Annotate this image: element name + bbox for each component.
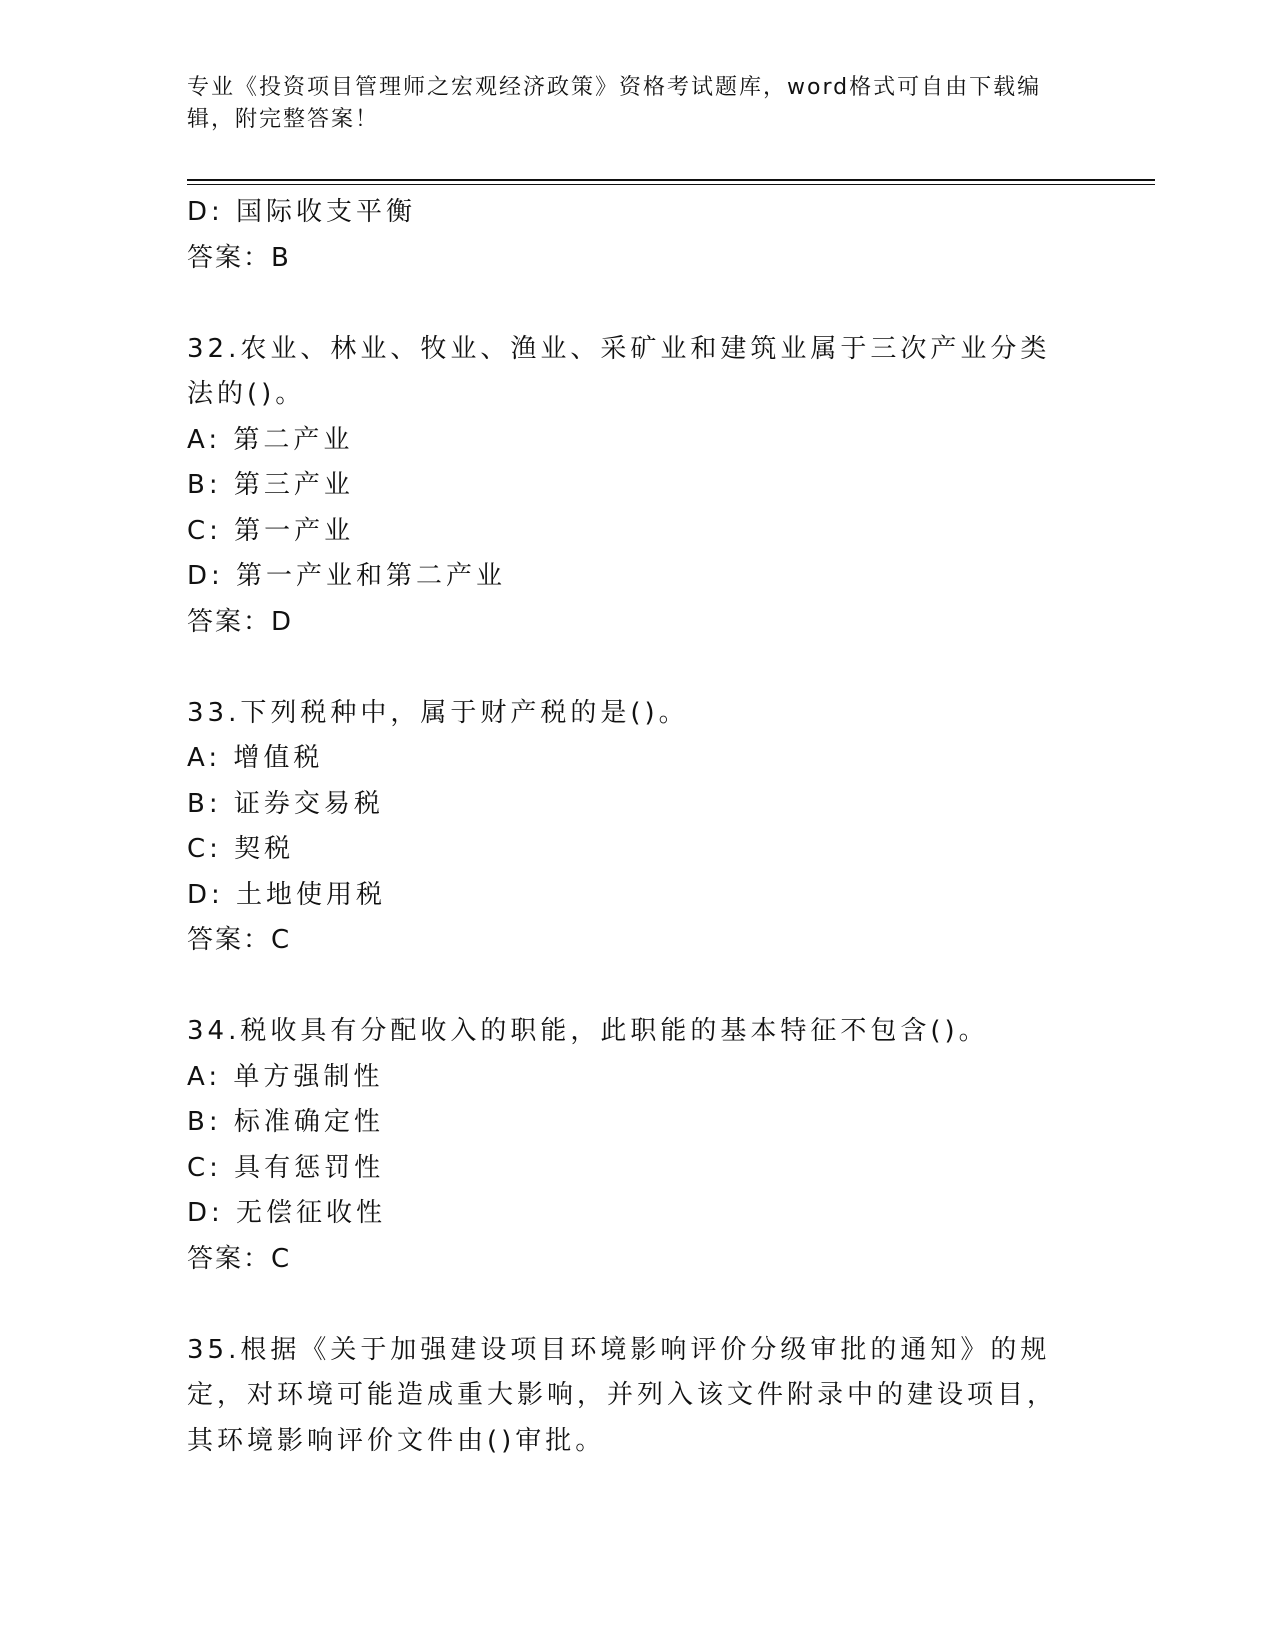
question-35-text: 35.根据《关于加强建设项目环境影响评价分级审批的通知》的规定，对环境可能造成重大影响，并列入该文件附录中的建设项目，其环境影响评价文件由()审批。 xyxy=(187,1334,1058,1456)
question-33-answer: 答案：C xyxy=(187,925,292,955)
question-33-option-d: D: 土地使用税 xyxy=(187,879,387,910)
question-34-option-a: A: 单方强制性 xyxy=(187,1061,384,1092)
question-32-text: 32.农业、林业、牧业、渔业、采矿业和建筑业属于三次产业分类法的()。 xyxy=(187,333,1051,409)
question-33-text: 33.下列税种中，属于财产税的是()。 xyxy=(187,697,689,728)
header-divider-thick xyxy=(187,179,1155,181)
document-body xyxy=(187,190,1087,1464)
spacer xyxy=(187,964,1087,1010)
question-34-option-d: D: 无偿征收性 xyxy=(187,1198,387,1228)
question-32-option-d: D: 第一产业和第二产业 xyxy=(187,561,507,591)
spacer xyxy=(187,281,1087,327)
question-34-text: 34.税收具有分配收入的职能，此职能的基本特征不包含()。 xyxy=(187,1016,989,1046)
document-header: 专业《投资项目管理师之宏观经济政策》资格考试题库，word格式可自由下载编辑，附完整答案！ xyxy=(187,75,1042,132)
question-33-option-b: B: 证券交易税 xyxy=(187,788,384,819)
question-34-option-c: C: 具有惩罚性 xyxy=(187,1152,385,1183)
prev-answer: 答案：B xyxy=(187,242,291,273)
question-33-option-a: A: 增值税 xyxy=(187,743,324,773)
prev-option-d: D: 国际收支平衡 xyxy=(187,197,417,227)
question-34-answer: 答案：C xyxy=(187,1243,292,1274)
question-32-option-a: A: 第二产业 xyxy=(187,424,354,455)
question-33-option-c: C: 契税 xyxy=(187,834,295,864)
question-32-option-c: C: 第一产业 xyxy=(187,515,355,546)
header-divider-thin xyxy=(187,184,1155,185)
question-32-option-b: B: 第三产业 xyxy=(187,470,354,500)
spacer xyxy=(187,1282,1087,1328)
spacer xyxy=(187,645,1087,691)
question-34-option-b: B: 标准确定性 xyxy=(187,1107,384,1137)
question-32-answer: 答案：D xyxy=(187,606,294,637)
